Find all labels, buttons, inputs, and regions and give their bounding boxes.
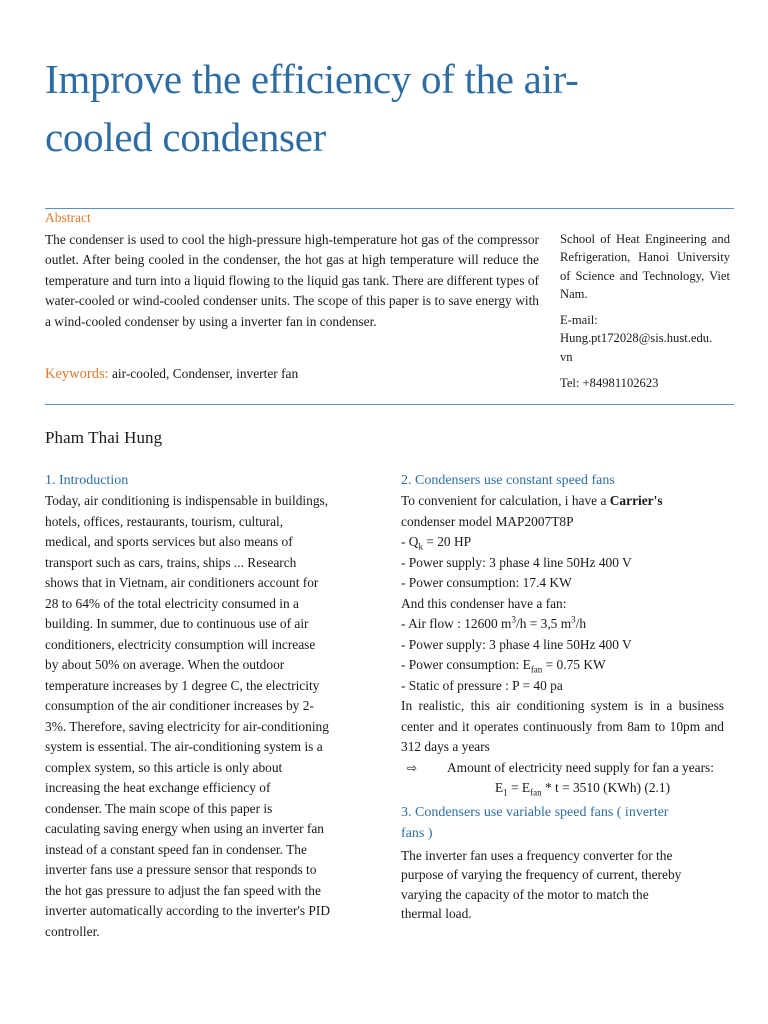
sec3-heading-line: fans ) [401,825,433,841]
sections-column [401,470,724,924]
air-flow-text: - Air flow : 12600 m [401,616,512,631]
intro-line: temperature increases by 1 degree C, the electricity [45,677,320,693]
formula-sub: 1 [503,787,508,798]
qk-sub: k [418,541,423,552]
intro-line: Today, air conditioning is indispensable in buildings, [45,493,329,508]
affiliation: School of Heat Engineering and Refrigeration, Hanoi University of Science and Technology, Viet Nam. [560,232,730,301]
author-affiliation-block [560,230,730,392]
intro-body [45,491,365,942]
telephone: Tel: +84981102623 [560,376,659,391]
intro-line: 3%. Therefore, saving electricity for air-conditioning [45,718,329,734]
sec3-line: The inverter fan uses a frequency converter for the [401,847,673,863]
sec2-intro [401,491,724,512]
fan-air-flow [401,614,724,635]
intro-line: inverter fans use a pressure sensor that responds to [45,862,317,877]
intro-line: increasing the heat exchange efficiency of [45,780,271,795]
air-flow-text: /h [575,616,587,631]
author-name: Pham Thai Hung [45,428,163,447]
spec-power-consumption: - Power consumption: 17.4 KW [401,575,572,590]
intro-line: system is essential. The air-conditioning system is a [45,739,323,754]
fan-power-consumption [401,655,724,676]
intro-heading: 1. Introduction [45,473,129,488]
sec3-body [401,846,724,924]
formula-text: * t = 3510 (KWh) (2.1) [541,780,671,795]
fan-intro: And this condenser have a fan: [401,595,567,611]
introduction-column [45,470,365,942]
intro-line: caculating saving energy when using an inverter fan [45,821,324,836]
qk-text: - Q [401,534,419,549]
intro-line: transport such as cars, trains, ships ... Research [45,554,297,570]
email-label: E-mail: [560,313,598,328]
title-line-1: Improve the efficiency of the air- [45,56,579,102]
formula-text: E [495,780,504,795]
spec-qk [401,532,724,553]
intro-line: instead of a constant speed fan in condenser. The [45,841,307,857]
sec3-line: thermal load. [401,906,472,921]
title-line-2: cooled condenser [45,114,326,160]
top-divider [45,208,734,209]
intro-line: complex system, so this article is only about [45,759,283,775]
formula-text: = E [507,780,531,795]
intro-line: controller. [45,923,100,939]
abstract-label: Abstract [45,210,91,225]
keywords-label: Keywords: [45,366,109,382]
intro-line: shows that in Vietnam, air conditioners account for [45,575,319,590]
formula-2-1 [401,778,724,799]
sec3-line: varying the capacity of the motor to match the [401,886,649,902]
arrow-list-item [401,758,724,779]
sec2-heading: 2. Condensers use constant speed fans [401,473,615,488]
air-flow-sup: 3 [571,614,576,625]
email-line-1: Hung.pt172028@sis.hust.edu. [560,331,713,346]
intro-line: building. In summer, due to continuous use of air [45,616,309,631]
intro-line: hotels, offices, restaurants, tourism, cultural, [45,513,284,529]
intro-line: inverter automatically according to the inverter's PID [45,903,331,918]
keywords [45,366,298,383]
intro-line: 28 to 64% of the total electricity consumed in a [45,595,299,611]
email-line-2: vn [560,349,573,364]
arrow-right-icon: ⇨ [406,760,418,775]
abstract-text: The condenser is used to cool the high-pressure high-temperature hot gas of the compressor outlet. After being cooled in the condenser, the hot gas at high temperature will reduce the temperature and turn into a liquid flowing to the liquid gas tank. There are different types of water-cooled or wind-cooled condenser units. The scope of this paper is to save energy with a wind-cooled condenser by using a inverter fan in condenser. [45,232,539,329]
fan-power-sub: fan [530,664,543,675]
intro-line: conditioners, electricity consumption will increase [45,636,316,652]
air-flow-text: /h = 3,5 m [515,616,572,631]
intro-line: condenser. The main scope of this paper is [45,800,273,816]
brand-carrier: Carrier's [609,493,663,508]
spec-power-supply: - Power supply: 3 phase 4 line 50Hz 400 V [401,554,632,570]
realistic-paragraph: In realistic, this air conditioning system is in a business center and it operates continuously from 8am to 10pm and 312 days a years [401,698,724,754]
sec3-heading [401,802,724,844]
intro-line: the hot gas pressure to adjust the fan speed with the [45,882,321,898]
sec2-model: condenser model MAP2007T8P [401,513,574,529]
intro-line: by about 50% on average. When the outdoor [45,657,285,672]
sec3-line: purpose of varying the frequency of current, thereby [401,867,682,882]
bottom-divider [45,404,734,405]
intro-line: consumption of the air conditioner increases by 2- [45,698,314,713]
fan-static-pressure: - Static of pressure : P = 40 pa [401,677,563,693]
paper-title [45,50,725,166]
fan-power-text: - Power consumption: E [401,657,531,672]
arrow-item-text: Amount of electricity need supply for fan a years: [447,759,714,775]
sec3-heading-line: 3. Condensers use variable speed fans ( inverter [401,804,669,820]
intro-line: medical, and sports services but also means of [45,534,293,549]
sec2-intro-text: To convenient for calculation, i have a [401,493,610,508]
formula-sub: fan [530,787,542,798]
air-flow-sup: 3 [511,614,516,625]
fan-power-supply: - Power supply: 3 phase 4 line 50Hz 400 V [401,636,632,652]
keywords-text: air-cooled, Condenser, inverter fan [108,366,299,381]
qk-value: = 20 HP [422,534,472,549]
fan-power-value: = 0.75 KW [542,657,606,672]
